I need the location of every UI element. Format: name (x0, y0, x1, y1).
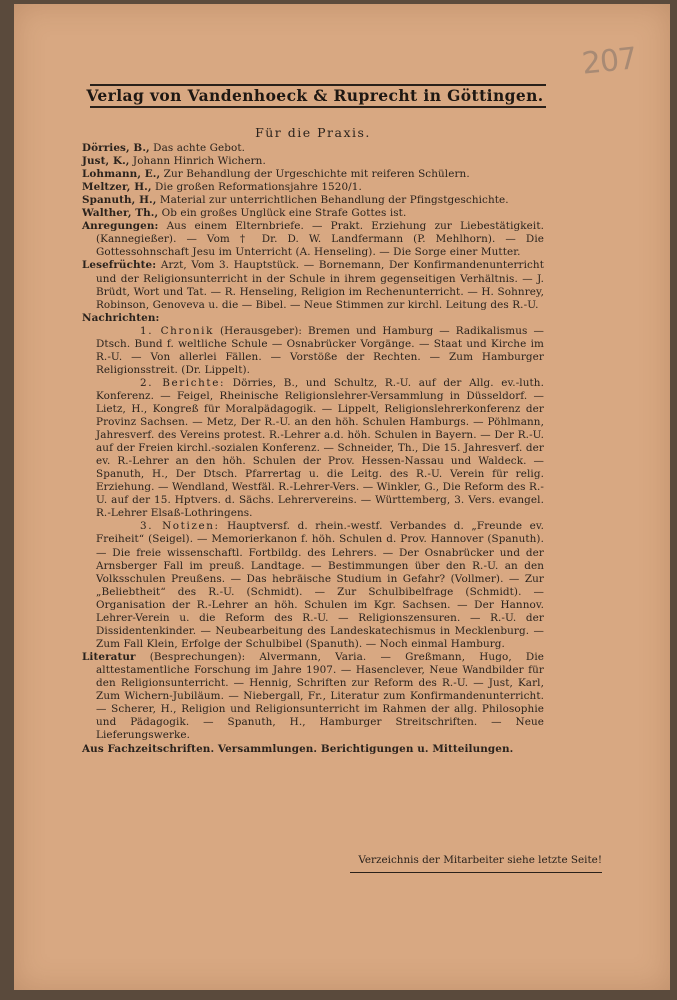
footer-rule (350, 872, 602, 873)
entry-author: Meltzer, H., (82, 181, 152, 194)
section-title: Für die Praxis. (255, 125, 371, 140)
toc-entry (82, 181, 544, 194)
lesefruechte-label: Lesefrüchte: (82, 259, 157, 272)
entry-title: Material zur unterrichtlichen Behandlung der Pfingstgeschichte. (156, 194, 509, 207)
nachrichten-notizen (82, 520, 544, 650)
entry-title: Ob ein großes Unglück eine Strafe Gottes ist. (158, 207, 407, 220)
lesefruechte-section (82, 259, 544, 311)
entry-author: Walther, Th., (82, 207, 159, 220)
nachrichten-berichte (82, 377, 544, 521)
table-of-contents (82, 126, 544, 756)
entry-title: Das achte Gebot. (149, 142, 246, 155)
entry-title: Zur Behandlung der Urgeschichte mit reiferen Schülern. (160, 168, 470, 181)
entry-title: Johann Hinrich Wichern. (129, 155, 266, 168)
toc-entry (82, 207, 544, 220)
literatur-text: (Besprechungen): Alvermann, Varia. — Greßmann, Hugo, Die alttestamentliche Forschung im Jahre 1907. — Hasenclever, Neue Wandbilder für den Religionsunterricht. — Hennig, Schriften zur Reform des R.-U. — Just, Karl, Zum Wichern-Jubiläum. — Niebergall, Fr., Literatur zum Konfirmandenunterricht. — Scherer, H., Religion und Religionsunterricht im Rahmen der allg. Philosophie und Pädagogik. — Spanuth, H., Hamburger Streitschriften. — Neue Lieferungswerke. (96, 650, 544, 742)
lesefruechte-text: Arzt, Vom 3. Hauptstück. — Bornemann, Der Konfirmandenunterricht und der Religionsunterricht in der Schule in ihrem gegenseitigen Verhältnis. — J. Brüdt, Wort und Tat. — R. Henseling, Religion im Rechenunterricht. — H. Sohnrey, Robinson, Genoveva u. die — Bibel. — Neue Stimmen zur kirchl. Leitung des R.-U. (96, 259, 544, 311)
publisher-bottom-rule (90, 106, 546, 108)
entry-title: Die großen Reformationsjahre 1520/1. (151, 181, 362, 194)
literatur-section (82, 651, 544, 742)
anregungen-section (82, 220, 544, 259)
entry-author: Dörries, B., (82, 142, 150, 155)
berichte-head: 2. Berichte: (140, 376, 226, 389)
nachrichten-chronik (82, 325, 544, 377)
contributors-note: Verzeichnis der Mitarbeiter siehe letzte Seite! (358, 854, 602, 866)
literatur-label: Literatur (82, 650, 136, 663)
entry-author: Lohmann, E., (82, 168, 161, 181)
pencil-page-number: 207 (580, 41, 638, 82)
publisher-heading: Verlag von Vandenhoeck & Ruprecht in Göttingen. (86, 86, 544, 105)
chronik-head: 1. Chronik (140, 324, 215, 337)
toc-entry (82, 168, 544, 181)
entry-author: Just, K., (82, 155, 130, 168)
berichte-text: Dörries, B., und Schultz, R.-U. auf der Allg. ev.-luth. Konferenz. — Feigel, Rheinische Religionslehrer-Versammlung in Düsseldorf. — Lietz, H., Kongreß für Moralpädagogik. — Lippelt, Religionslehrerkonferenz der Provinz Sachsen. — Metz, Der R.-U. an den höh. Schulen Hamburgs. — Pöhlmann, Jahresverf. des Vereins protest. R.-Lehrer a.d. höh. Schulen in Bayern. — Der R.-U. auf der Freien kirchl.-sozialen Konferenz. — Schneider, Th., Die 15. Jahresverf. der ev. R.-Lehrer an den höh. Schulen der Prov. Hessen-Nassau und Waldeck. — Spanuth, H., Der Dtsch. Pfarrertag u. die Leitg. des R.-U. Verein für relig. Erziehung. — Wendland, Westfäl. R.-Lehrer-Vers. — Winkler, G., Die Reform des R.-U. auf der 15. Hptvers. d. Sächs. Lehrervereins. — Württemberg, 3. Vers. evangel. R.-Lehrer Elsaß-Lothringens. (96, 376, 544, 520)
chronik-text: (Herausgeber): Bremen und Hamburg — Radikalismus — Dtsch. Bund f. weltliche Schule — Osnabrücker Vorgänge. — Staat und Kirche im R.-U. — Von allerlei Fällen. — Vorstöße der Rechten. — Zum Hamburger Religionsstreit. (Dr. Lippelt). (96, 324, 544, 376)
toc-entry (82, 194, 544, 207)
notizen-head: 3. Notizen: (140, 520, 220, 533)
notizen-text: Hauptversf. d. rhein.-westf. Verbandes d. „Freunde ev. Freiheit“ (Seigel). — Memorierkanon f. höh. Schulen d. Prov. Hannover (Spanuth). — Die freie wissenschaftl. Fortbildg. des Lehrers. — Der Osnabrücker und der Arnsberger Fall im preuß. Landtage. — Bestimmungen über den R.-U. an den Volksschulen Preußens. — Das hebräische Studium in Gefahr? (Vollmer). — Zur „Beliebtheit“ des R.-U. (Schmidt). — Zur Schulbibelfrage (Schmidt). — Organisation der R.-Lehrer an höh. Schulen im Kgr. Sachsen. — Der Hannov. Lehrer-Verein u. die Reform des R.-U. — Religionszensuren. — R.-U. der Dissidentenkinder. — Neubearbeitung des Landeskatechismus in Mecklenburg. — Zum Fall Klein, Erfolge der Schulbibel (Spanuth). — Noch einmal Hamburg. (96, 520, 545, 650)
closing-line: Aus Fachzeitschriften. Versammlungen. Berichtigungen u. Mitteilungen. (82, 743, 514, 756)
anregungen-text: Aus einem Elternbriefe. — Prakt. Erziehung zur Liebestätigkeit. (Kannegießer). — Vom † Dr. D. W. Landfermann (P. Mehlhorn). — Die Gottessohnschaft Jesu im Unterricht (A. Henseling). — Die Sorge einer Mutter. (96, 220, 544, 259)
anregungen-label: Anregungen: (82, 220, 159, 233)
toc-entry (82, 155, 544, 168)
entry-author: Spanuth, H., (82, 194, 157, 207)
nachrichten-label: Nachrichten: (82, 311, 160, 324)
toc-entry (82, 142, 544, 155)
